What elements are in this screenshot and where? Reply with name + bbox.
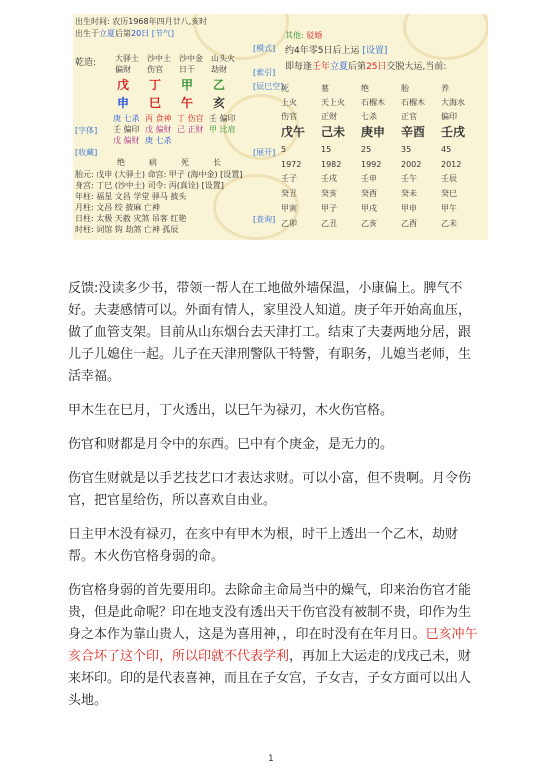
liunian-row: 乙卯 乙丑 乙亥 乙酉 乙未 — [281, 219, 457, 228]
dayun-nayin-row: 上火 天上火 石榴木 石榴木 大海水 — [281, 98, 465, 107]
hidden-stems-row3: 戊 偏财 庚 七杀 — [113, 136, 172, 145]
paragraph: 甲木生在巳月，丁火透出，以巳午为禄刃，木火伤官格。 — [68, 403, 394, 418]
paragraph: 伤官和财都是月令中的东西。巳中有个庚金，是无力的。 — [68, 437, 394, 452]
sort-tag[interactable]: [索引] — [253, 68, 276, 77]
nayin-row: 大驿土 沙中土 沙中金 山头火 — [115, 54, 235, 63]
dayun-years-row: 1972 1982 1992 2002 2012 — [281, 160, 462, 169]
shengong-line: 身宫: 丁巳 (沙中土) 司令: 丙(真诠) [设置] — [75, 181, 224, 190]
kongwang-tag[interactable]: [辰巳空] — [253, 82, 284, 91]
shensha-year: 年柱: 福星 文昌 学堂 驿马 披头 — [75, 192, 187, 201]
luck-setting[interactable]: [设置] — [362, 46, 388, 56]
shensha-day: 日柱: 太极 天赦 灾煞 吊客 红艳 — [75, 214, 187, 223]
dayun-pillars-row: 戊午 己未 庚申 辛酉 壬戌 — [281, 125, 466, 139]
font-tag[interactable]: [字体] — [75, 126, 98, 135]
taiyuan-line: 胎元: 戊申 (大驿土) 命宫: 甲子 (海中金) [设置] — [75, 170, 243, 179]
bazi-chart-image — [73, 14, 488, 240]
dayun-ages-row: 5 15 25 35 45 — [281, 145, 452, 154]
highlighted-text: 巳亥冲午亥合坏了这个印，所以印就不代表学利 — [68, 627, 478, 664]
mode-tag[interactable]: [模式] — [253, 44, 276, 53]
page-number: 1 — [268, 754, 274, 764]
changsheng-row: 绝 病 死 长 — [117, 158, 221, 167]
paragraph-with-highlight: 伤官格身弱的首先要用印。去除命主命局当中的燥气，印来治伤官才能贵，但是此命呢？印在地支没有透出天干伤官没有被制不贵，印作为生身之本作为靠山贵人，这是为喜用神，，印在时没有在年月日。巳亥冲午亥合坏了这个印，所以印就不代表学利，再加上大运走的戊戌己未，财来坏印。印的是代表喜神，而且在子女宫，子女吉，子女方面可以出人头地。 — [68, 583, 478, 708]
shensha-hour: 时柱: 词馆 钩 劫煞 亡神 孤辰 — [75, 225, 179, 234]
other-info: 其他: 驳婚 — [285, 31, 323, 40]
liunian-row: 壬子 壬戌 壬申 壬午 壬辰 — [281, 174, 457, 183]
hidden-stems-row1: 庚 七杀 丙 食神 丁 伤官 壬 偏印 — [113, 114, 236, 123]
paragraph: 反馈:没读多少书，带领一帮人在工地做外墙保温，小康偏上。脾气不好。夫妻感情可以。外面有情人，家里没人知道。庚子年开始高血压，做了血管支架。目前从山东烟台去天津打工。结束了夫妻两地分居，跟儿子儿媳住一起。儿子在天津刑警队干特警，有职务，儿媳当老师，生活幸福。 — [68, 281, 472, 384]
liunian-row: 癸丑 癸亥 癸酉 癸未 癸巳 — [281, 189, 457, 198]
liunian-row: 甲寅 甲子 甲戌 甲申 甲午 — [281, 204, 457, 213]
shensha-month: 月柱: 文昌 绞 披麻 亡神 — [75, 203, 160, 212]
bazi-label: 乾造: — [75, 58, 97, 68]
jieqi-tag[interactable]: [节气] — [151, 29, 174, 38]
dayun-shishen-row: 伤官 正财 七杀 正官 偏印 — [281, 112, 457, 121]
branches-row: 申 巳 午 亥 — [117, 96, 226, 110]
paragraph: 日主甲木没有禄刃，在亥中有甲木为根，时干上透出一个乙木，劫财帮。木火伤官格身弱的命。 — [68, 527, 459, 564]
favorite-tag[interactable]: [收藏] — [75, 148, 98, 157]
stems-row: 戊 丁 甲 乙 — [117, 78, 226, 92]
hidden-stems-row2: 壬 偏印 戊 偏财 己 正财 甲 比肩 — [113, 125, 236, 134]
shishen-row: 偏财 伤官 日干 劫财 — [115, 65, 227, 74]
birth-time: 出生时间: 农历1968年四月廿八,亥时 — [75, 17, 208, 26]
decorative-cloud — [403, 14, 488, 60]
luck-detail: 即每逢壬年立夏后第25日交脱大运,当前: — [285, 62, 447, 72]
luck-start: 约4年零5日后上运 [设置] — [285, 46, 388, 56]
dayun-changsheng-row: 死 墓 绝 胎 养 — [281, 84, 449, 93]
query-tag[interactable]: [查询] — [253, 215, 276, 224]
paragraph: 伤官生财就是以手艺技艺口才表达求财。可以小富，但不贵啊。月令伤官，把官星给伤，所以喜欢自由业。 — [68, 471, 472, 508]
jieqi-line: 出生于立夏后第20日 [节气] — [75, 29, 174, 38]
expand-tag[interactable]: [展开] — [253, 148, 276, 157]
